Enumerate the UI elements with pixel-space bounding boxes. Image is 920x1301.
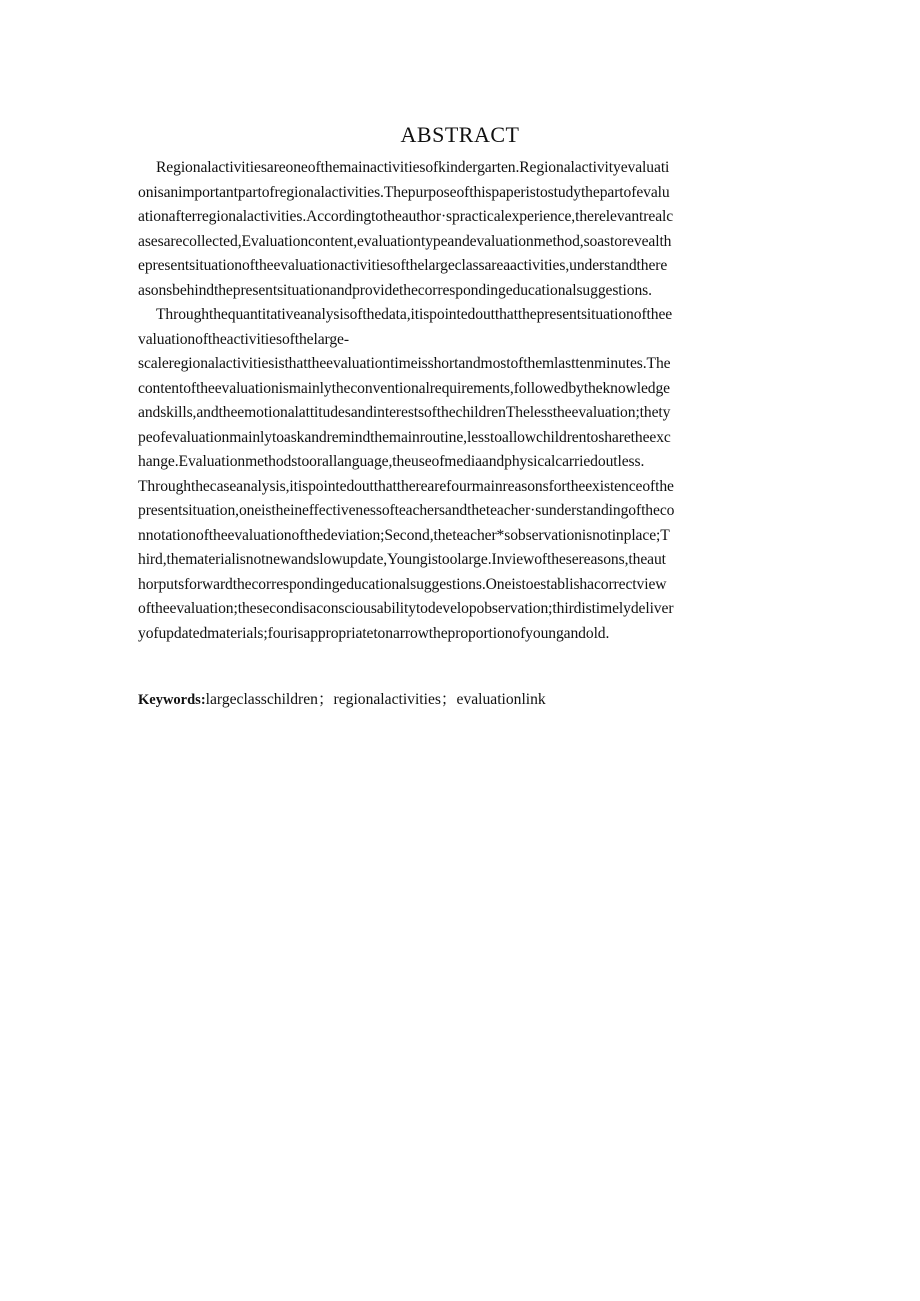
abstract-line: asonsbehindthepresentsituationandprovidethecorrespondingeducationalsuggestions. <box>138 281 652 299</box>
abstract-line: epresentsituationoftheevaluationactivitiesofthelargeclassareaactivities,understandthere <box>138 257 668 274</box>
abstract-line: Regionalactivitiesareoneofthemainactivitiesofkindergarten.Regionalactivityevaluati <box>156 159 670 176</box>
abstract-line: valuationoftheactivitiesofthelarge- <box>138 330 349 348</box>
abstract-line: andskills,andtheemotionalattitudesandinterestsofthechildrenThelesstheevaluation;thety <box>138 404 671 421</box>
abstract-line: hange.Evaluationmethodstoorallanguage,theuseofmediaandphysicalcarriedoutless. <box>138 453 645 470</box>
abstract-line: yofupdatedmaterials;fourisappropriatetonarrowtheproportionofyoungandold. <box>138 624 610 642</box>
abstract-line: presentsituation,oneistheineffectivenessofteachersandtheteacher·sunderstandingoftheco <box>138 502 675 519</box>
abstract-line: nnotationoftheevaluationofthedeviation;Second,theteacher*sobservationisnotinplace;T <box>138 526 670 544</box>
abstract-line: peofevaluationmainlytoaskandremindthemainroutine,lesstoallowchildrentosharetheexc <box>138 428 671 446</box>
keywords-line <box>138 688 546 712</box>
keywords-list: largeclasschildren；regionalactivities；evaluationlink <box>205 691 546 708</box>
abstract-line: horputsforwardthecorrespondingeducationalsuggestions.Oneistoestablishacorrectview <box>138 575 667 593</box>
abstract-line: hird,thematerialisnotnewandslowupdate,Youngistoolarge.Inviewofthesereasons,theaut <box>138 551 666 568</box>
abstract-line: asesarecollected,Evaluationcontent,evaluationtypeandevaluationmethod,soastorevealth <box>138 232 672 250</box>
keywords-label: Keywords: <box>138 692 206 708</box>
abstract-line: contentoftheevaluationismainlytheconventionalrequirements,followedbytheknowledge <box>138 379 670 397</box>
abstract-line: scaleregionalactivitiesisthattheevaluationtimeisshortandmostofthemlasttenminutes.The <box>138 355 671 372</box>
abstract-line: onisanimportantpartofregionalactivities.Thepurposeofthispaperistostudythepartofevalu <box>138 183 670 201</box>
abstract-body <box>138 156 784 646</box>
abstract-line: Throughthecaseanalysis,itispointedoutthattherearefourmainreasonsfortheexistenceofthe <box>138 477 674 495</box>
document-title: ABSTRACT <box>400 122 520 147</box>
abstract-line: Throughthequantitativeanalysisofthedata,itispointedoutthatthepresentsituationofthee <box>156 306 673 323</box>
abstract-line: ationafterregionalactivities.Accordingtotheauthor·spracticalexperience,therelevantrealc <box>138 208 674 225</box>
abstract-line: oftheevaluation;thesecondisaconsciousabilitytodevelopobservation;thirdistimelydeliver <box>138 600 674 617</box>
